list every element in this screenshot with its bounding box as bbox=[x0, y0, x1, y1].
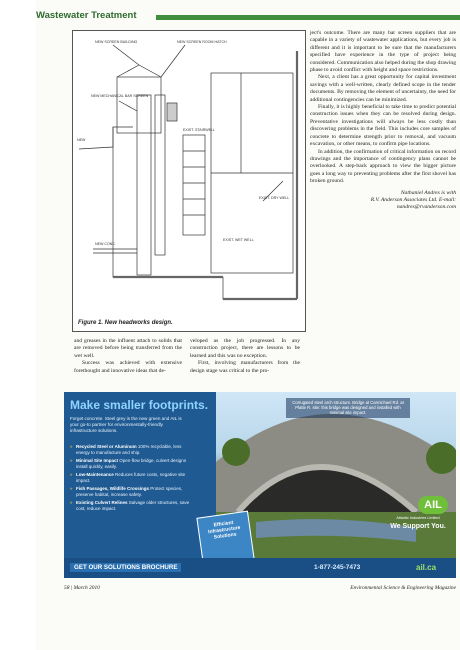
figure-label-stairwell: EXIST. STAIRWELL bbox=[183, 128, 216, 132]
figure-caption: Figure 1. New headworks design. bbox=[78, 320, 173, 326]
paragraph: First, involving manufacturers from the design stage was critical to the pro- bbox=[190, 360, 300, 374]
ad-phone-number[interactable]: 1-877-245-7473 bbox=[314, 564, 361, 571]
paragraph: veloped as the job progressed. In any construction project, there are lessons to be learned and this was no exception. bbox=[190, 338, 300, 359]
figure-label-screen-building: NEW SCREEN BUILDING bbox=[95, 40, 138, 44]
ad-benefit-item: » Fish Passages, Wildlife Crossings Protect species, preserve habitat, increase safety. bbox=[70, 486, 183, 497]
paragraph: ject's outcome. There are many bar screen suppliers that are capable in a variety of wastewater applications, but every job is different and it is important to be sure that the manufacturers specified have experience in the type of project being considered. Communication also helped during the shop drawing phase to avoid conflict with height and space restrictions. bbox=[310, 30, 456, 74]
author-email: nandres@rvanderson.com bbox=[396, 204, 456, 211]
figure-label-bar-screen: NEW MECHANICAL BAR SCREEN bbox=[91, 94, 149, 98]
ad-benefit-list bbox=[70, 444, 194, 514]
ad-photo-caption: Corrugated steel arch structure. Bridge at Carmichael Rd. at Platte R. site: this bridge was designed and installed with minimal site impact. bbox=[286, 398, 410, 418]
article-column-middle bbox=[190, 338, 300, 375]
ad-brochure-image: Efficient Infrastructure Solutions bbox=[196, 511, 255, 574]
paragraph: Next, a client has a great opportunity for capital investment savings with a well-written, clearly defined scope in the tender documents. By removing the element of uncertainty, the need for additional contingencies can be minimized. bbox=[310, 74, 456, 103]
figure-label-dry-well: EXIST. DRY WELL bbox=[259, 196, 290, 200]
ad-website-link[interactable]: ail.ca bbox=[416, 563, 437, 572]
headworks-figure bbox=[72, 30, 306, 332]
ad-benefit-item: » Existing Culvert Relines Salvage older structures, save cost, reduce impact. bbox=[70, 500, 190, 511]
ad-benefit-item: » Low-Maintenance Reduces future costs, negative site impact. bbox=[70, 472, 186, 483]
bullet-icon: » bbox=[70, 472, 73, 477]
ail-advertisement[interactable] bbox=[64, 392, 456, 578]
figure-label-hatch: NEW SCREEN ROOM HATCH bbox=[177, 40, 227, 44]
article-column-left bbox=[74, 338, 182, 375]
ad-copy-panel bbox=[64, 392, 216, 562]
paragraph: Finally, it is highly beneficial to take time to predict potential construction issues when they can be resolved during design. Preventative investigations will always be less costly than discovering problems in the field. This includes core samples of concrete to determine strength prior to removal, and vacuum excavation, or other means, to confirm pipe locations. bbox=[310, 104, 456, 148]
author-note: Nathaniel Andres is with bbox=[400, 189, 456, 196]
ad-tagline: We Support You. bbox=[390, 523, 446, 530]
page-folio: 58 | March 2010 bbox=[64, 585, 100, 591]
ad-intro: Forget concrete. Steel grey is the new green and AIL is your go-to partner for environmentally-friendly infrastructure solutions. bbox=[70, 416, 182, 433]
paragraph: Success was achieved with extensive forethought and innovative ideas that de- bbox=[74, 360, 182, 374]
ad-headline: Make smaller footprints. bbox=[70, 398, 209, 412]
ad-company-name: Atlantic Industries Limited bbox=[396, 516, 440, 520]
bullet-icon: » bbox=[70, 486, 73, 491]
figure-label-wet-well: EXIST. WET WELL bbox=[223, 238, 254, 242]
bullet-icon: » bbox=[70, 444, 73, 449]
article-column-right bbox=[310, 30, 456, 212]
publication-name: Environmental Science & Engineering Magazine bbox=[350, 585, 456, 591]
author-company: R.V. Anderson Associates Ltd. E-mail: bbox=[370, 196, 456, 203]
ad-benefit-item: » Recycled Steel or Aluminum 100% recyclable, less energy to manufacture and ship. bbox=[70, 444, 182, 455]
headworks-drawing bbox=[73, 31, 305, 331]
bullet-icon: » bbox=[70, 500, 73, 505]
ad-brochure-button[interactable]: GET OUR SOLUTIONS BROCHURE bbox=[70, 563, 181, 572]
paragraph: and greases in the influent attach to solids that are removed before being transferred from the wet well. bbox=[74, 338, 182, 359]
bullet-icon: » bbox=[70, 458, 73, 463]
paragraph: In addition, the confirmation of critical information on record drawings and the importance of contingency plans cannot be overlooked. A step-back approach to view the bigger picture goes a long way to preventing problems after the first shovel has broken ground. bbox=[310, 148, 456, 185]
ad-benefit-item: » Minimal Site Impact Open-flow bridge, culvert designs install quickly, easily. bbox=[70, 458, 187, 469]
ail-logo: AIL bbox=[418, 496, 448, 514]
section-title: Wastewater Treatment bbox=[36, 10, 137, 21]
figure-label-new-conc: NEW CONC. bbox=[95, 242, 116, 246]
section-divider-bar bbox=[156, 15, 460, 20]
figure-label-new: NEW bbox=[77, 138, 86, 142]
